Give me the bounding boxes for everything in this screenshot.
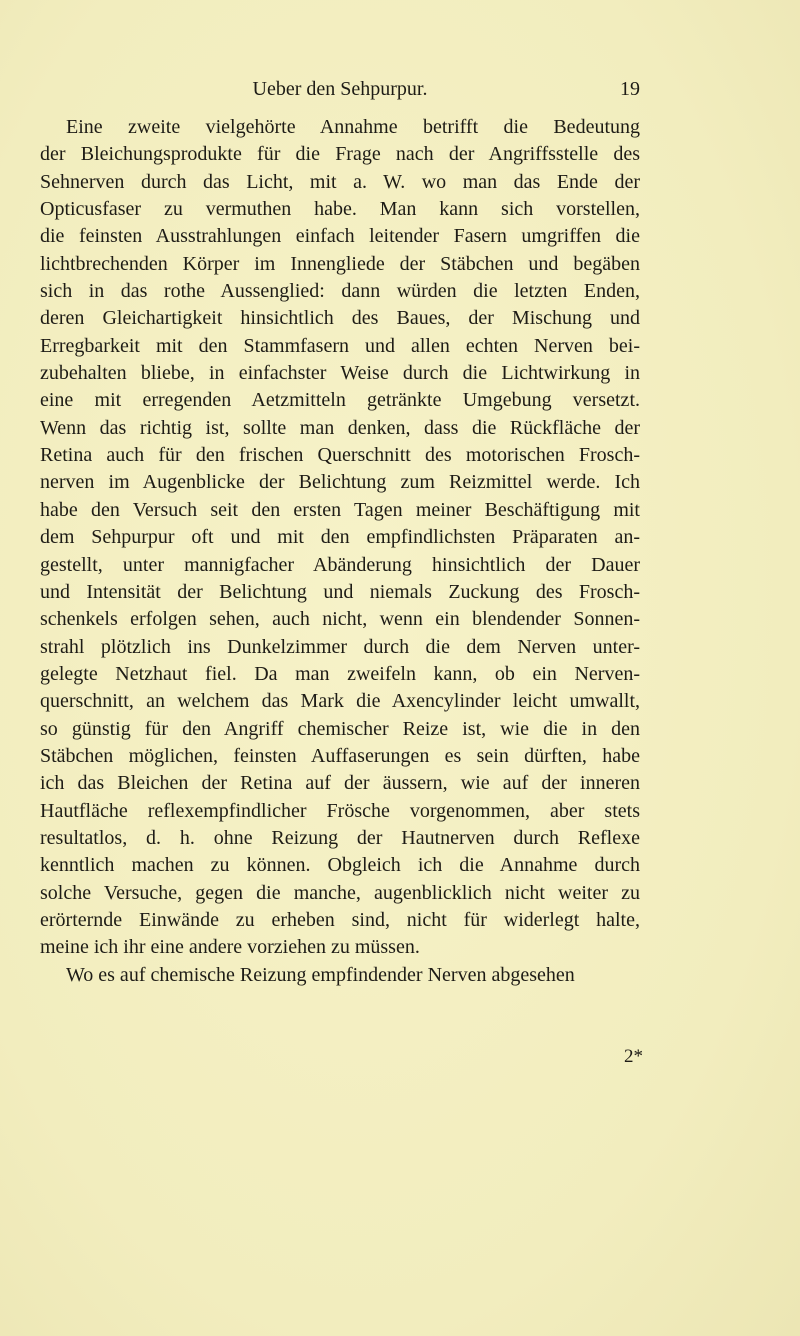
text-line: Retina auch für den frischen Querschnitt des motorischen Frosch- [40,444,640,467]
text-line: Stäbchen möglichen, feinsten Auffaserungen es sein dürften, habe [40,744,640,767]
text-line: lichtbrechenden Körper im Innengliede der Stäbchen und begäben [40,252,640,275]
text-line: gestellt, unter mannigfacher Abänderung hinsichtlich der Dauer [40,553,640,576]
text-line: nerven im Augenblicke der Belichtung zum Reizmittel werde. Ich [40,471,640,494]
text-line: und Intensität der Belichtung und niemals Zuckung des Frosch- [40,580,640,603]
text-line: dem Sehpurpur oft und mit den empfindlichsten Präparaten an- [40,526,640,549]
text-line: erörternde Einwände zu erheben sind, nicht für widerlegt halte, [40,908,640,931]
text-line: habe den Versuch seit den ersten Tagen meiner Beschäftigung mit [40,498,640,521]
text-line: solche Versuche, gegen die manche, augenblicklich nicht weiter zu [40,881,640,904]
text-line: deren Gleichartigkeit hinsichtlich des Baues, der Mischung und [40,307,640,330]
text-line: so günstig für den Angriff chemischer Reize ist, wie die in den [40,717,640,740]
text-line: gelegte Netzhaut fiel. Da man zweifeln kann, ob ein Nerven- [40,662,640,685]
text-line: ich das Bleichen der Retina auf der äussern, wie auf der inneren [40,772,640,795]
body-text [40,114,640,989]
signature-mark: 2* [624,1046,643,1067]
page-header [40,78,640,106]
text-line: kenntlich machen zu können. Obgleich ich die Annahme durch [40,854,640,877]
text-line: meine ich ihr eine andere vorziehen zu müssen. [40,936,420,959]
text-line: Sehnerven durch das Licht, mit a. W. wo man das Ende der [40,170,640,193]
text-line: zubehalten bliebe, in einfachster Weise durch die Lichtwirkung in [40,362,640,385]
text-line: Opticusfaser zu vermuthen habe. Man kann sich vorstellen, [40,198,640,221]
text-line: der Bleichungsprodukte für die Frage nach der Angriffsstelle des [40,143,640,166]
text-line: eine mit erregenden Aetzmitteln getränkte Umgebung versetzt. [40,389,640,412]
text-line: Eine zweite vielgehörte Annahme betrifft die Bedeutung [66,116,640,138]
text-line: sich in das rothe Aussenglied: dann würden die letzten Enden, [40,280,640,303]
page-number: 19 [620,78,640,100]
text-line: Wo es auf chemische Reizung empfindender Nerven abgesehen [66,963,575,986]
text-line: resultatlos, d. h. ohne Reizung der Hautnerven durch Reflexe [40,826,640,849]
text-line: Wenn das richtig ist, sollte man denken, dass die Rückfläche der [40,416,640,439]
text-line: Hautfläche reflexempfindlicher Frösche vorgenommen, aber stets [40,799,640,822]
text-line: strahl plötzlich ins Dunkelzimmer durch die dem Nerven unter- [40,635,640,658]
text-line: die feinsten Ausstrahlungen einfach leitender Fasern umgriffen die [40,225,640,248]
text-line: Erregbarkeit mit den Stammfasern und allen echten Nerven bei- [40,334,640,357]
text-line: querschnitt, an welchem das Mark die Axencylinder leicht umwallt, [40,690,640,713]
text-line: schenkels erfolgen sehen, auch nicht, wenn ein blendender Sonnen- [40,608,640,631]
running-title: Ueber den Sehpurpur. [252,78,428,100]
